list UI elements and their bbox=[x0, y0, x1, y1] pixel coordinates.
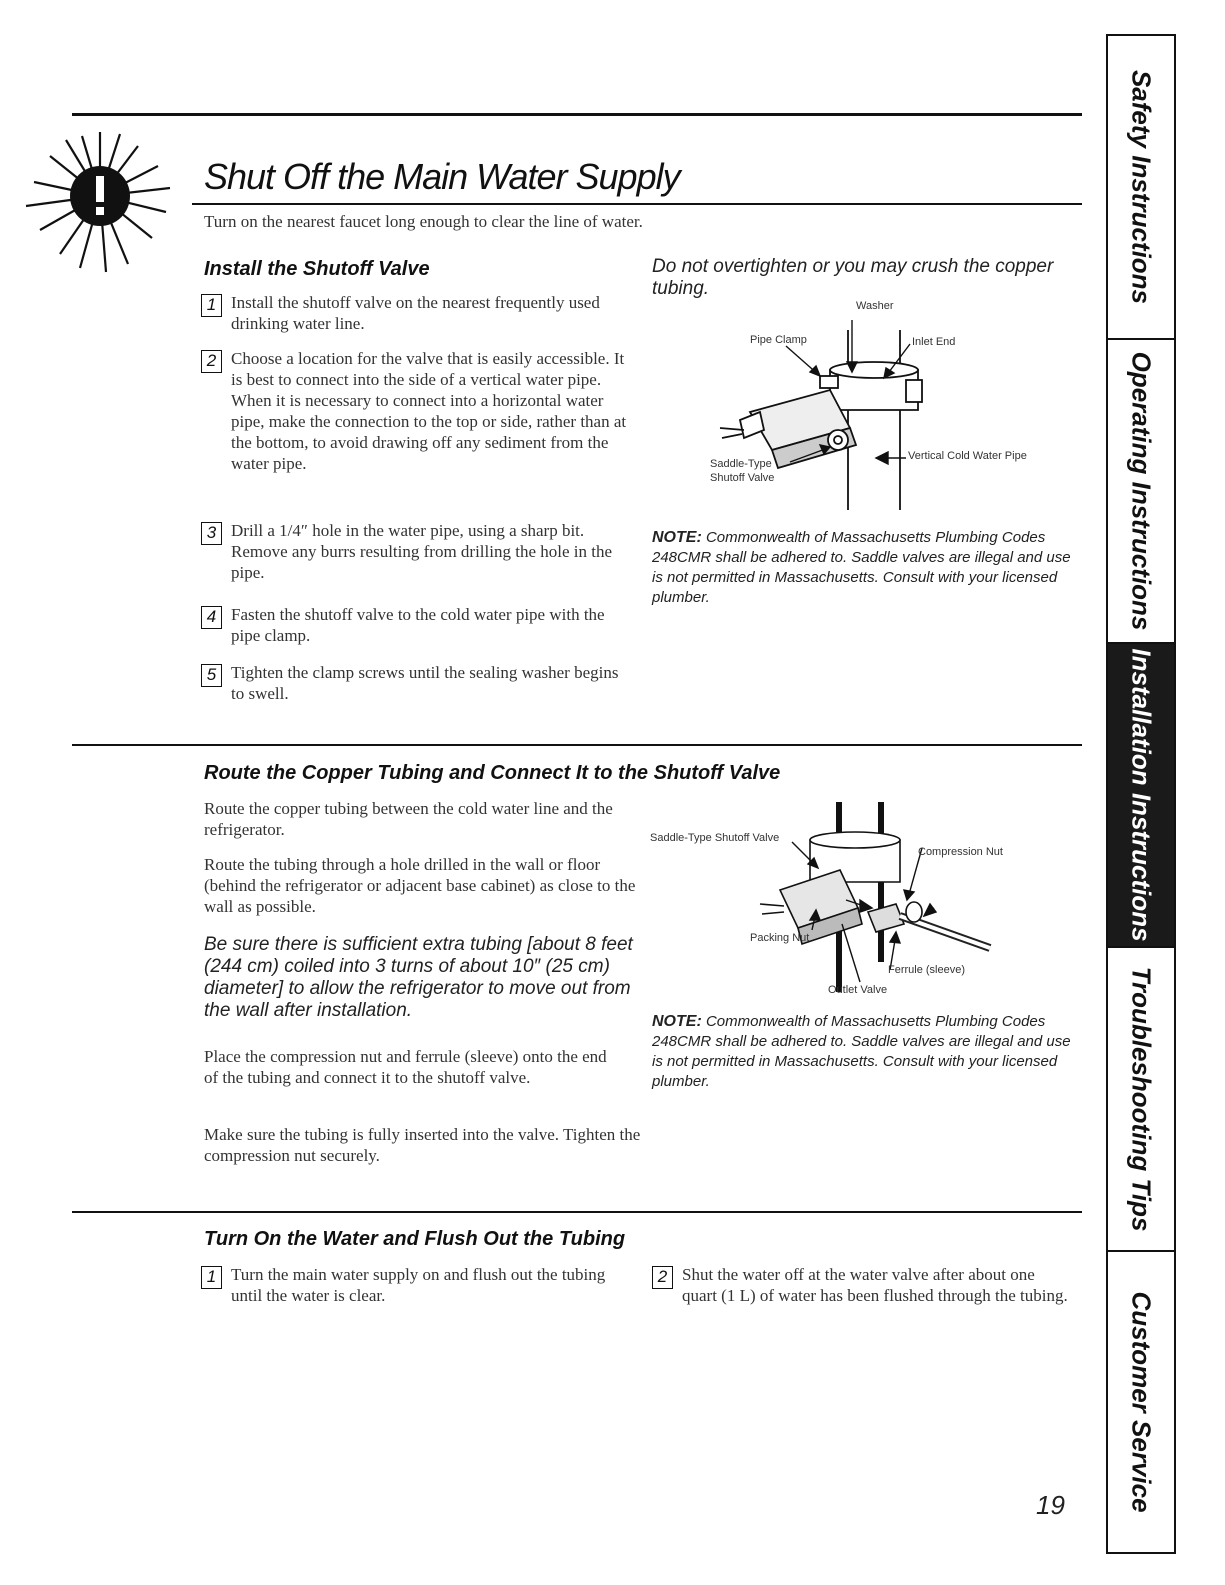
step-text: Drill a 1/4″ hole in the water pipe, using a sharp bit. Remove any burrs resulting from drilling the hole in the pipe. bbox=[231, 521, 613, 582]
label-outlet-valve: Outlet Valve bbox=[828, 984, 888, 996]
label-saddle-type: Saddle-Type bbox=[710, 458, 772, 470]
note-label: NOTE: bbox=[652, 1013, 702, 1030]
step-text: Choose a location for the valve that is easily accessible. It is best to connect into the side of a vertical water pipe. When it is necessary to connect into a horizontal water pipe, make the connection to the top or side, rather than at the bottom, to avoid drawing off any sediment from the water pipe. bbox=[231, 349, 627, 473]
tab-operating-instructions[interactable] bbox=[1106, 338, 1176, 644]
massachusetts-note-2 bbox=[652, 1012, 1082, 1092]
tab-label: Safety Instructions bbox=[1126, 69, 1157, 305]
step-number-box: 2 bbox=[652, 1266, 673, 1289]
install-step-1 bbox=[201, 292, 621, 334]
step-text: Install the shutoff valve on the nearest frequently used drinking water line. bbox=[231, 293, 600, 333]
top-rule bbox=[72, 113, 1082, 116]
note-text: Commonwealth of Massachusetts Plumbing Codes 248CMR shall be adhered to. Saddle valves are illegal and use is not permitted in Massachusetts. Consult with your licensed plumber. bbox=[652, 1013, 1071, 1090]
route-paragraph-3: Place the compression nut and ferrule (sleeve) onto the end of the tubing and connect it to the shutoff valve. bbox=[204, 1047, 607, 1087]
step-number-box: 1 bbox=[201, 1266, 222, 1289]
label-washer: Washer bbox=[856, 300, 894, 312]
intro-text: Turn on the nearest faucet long enough to clear the line of water. bbox=[204, 212, 643, 231]
title-underline bbox=[192, 203, 1082, 205]
step-number-box: 3 bbox=[201, 522, 222, 545]
tab-installation-instructions[interactable] bbox=[1106, 642, 1176, 948]
install-step-3 bbox=[201, 520, 631, 583]
tab-troubleshooting-tips[interactable] bbox=[1106, 946, 1176, 1252]
install-heading: Install the Shutoff Valve bbox=[204, 258, 430, 280]
flush-step-2 bbox=[652, 1264, 1072, 1306]
flush-heading: Turn On the Water and Flush Out the Tubing bbox=[204, 1228, 626, 1250]
note-text: Commonwealth of Massachusetts Plumbing Codes 248CMR shall be adhered to. Saddle valves are illegal and use is not permitted in Massachusetts. Consult with your licensed plumber. bbox=[652, 529, 1071, 606]
label-packing-nut: Packing Nut bbox=[750, 932, 810, 944]
step-number-box: 4 bbox=[201, 606, 222, 629]
label-ferrule: Ferrule (sleeve) bbox=[888, 964, 966, 976]
section-divider-2 bbox=[72, 1211, 1082, 1213]
label-saddle-type-shutoff-valve: Saddle-Type Shutoff Valve bbox=[650, 832, 780, 844]
step-text: Turn the main water supply on and flush out the tubing until the water is clear. bbox=[231, 1265, 606, 1305]
tab-label: Operating Instructions bbox=[1126, 351, 1157, 631]
install-step-2 bbox=[201, 348, 631, 474]
install-step-5 bbox=[201, 662, 631, 704]
route-paragraph-1: Route the copper tubing between the cold water line and the refrigerator. bbox=[204, 799, 613, 839]
label-shutoff-valve: Shutoff Valve bbox=[710, 472, 775, 484]
note-label: NOTE: bbox=[652, 529, 702, 546]
step-text: Fasten the shutoff valve to the cold water pipe with the pipe clamp. bbox=[231, 605, 605, 645]
route-paragraph-2: Route the tubing through a hole drilled in the wall or floor (behind the refrigerator or adjacent base cabinet) as close to the wall as possible. bbox=[204, 855, 636, 916]
step-text: Shut the water off at the water valve after about one quart (1 L) of water has been flushed through the tubing. bbox=[682, 1265, 1068, 1305]
step-number-box: 5 bbox=[201, 664, 222, 687]
route-heading: Route the Copper Tubing and Connect It to the Shutoff Valve bbox=[204, 762, 781, 784]
massachusetts-note-1 bbox=[652, 528, 1082, 608]
extra-tubing-emphasis: Be sure there is sufficient extra tubing [about 8 feet (244 cm) coiled into 3 turns of about 10″ (25 cm) diameter] to allow the refrigerator to move out from the wall after installation. bbox=[204, 934, 633, 1021]
label-inlet-end: Inlet End bbox=[912, 336, 956, 348]
tab-safety-instructions[interactable] bbox=[1106, 34, 1176, 340]
tab-label: Customer Service bbox=[1126, 1291, 1157, 1513]
sidebar-tabs bbox=[1106, 34, 1176, 1554]
label-compression-nut: Compression Nut bbox=[918, 846, 1003, 858]
compression-fitting-diagram bbox=[700, 800, 1020, 1000]
label-pipe-clamp: Pipe Clamp bbox=[750, 334, 807, 346]
tab-label: Troubleshooting Tips bbox=[1126, 966, 1157, 1232]
page-number: 19 bbox=[1036, 1490, 1065, 1520]
page-title: Shut Off the Main Water Supply bbox=[204, 156, 680, 197]
label-vertical-cold-water-pipe: Vertical Cold Water Pipe bbox=[908, 450, 1027, 462]
step-number-box: 2 bbox=[201, 350, 222, 373]
install-step-4 bbox=[201, 604, 631, 646]
step-text: Tighten the clamp screws until the sealing washer begins to swell. bbox=[231, 663, 619, 703]
step-number-box: 1 bbox=[201, 294, 222, 317]
flush-step-1 bbox=[201, 1264, 631, 1306]
route-paragraph-4: Make sure the tubing is fully inserted into the valve. Tighten the compression nut securely. bbox=[204, 1125, 641, 1165]
warning-starburst-icon bbox=[20, 126, 200, 276]
tab-customer-service[interactable] bbox=[1106, 1250, 1176, 1554]
overtighten-caution: Do not overtighten or you may crush the copper tubing. bbox=[652, 256, 1054, 299]
tab-label: Installation Instructions bbox=[1126, 648, 1157, 942]
section-divider-1 bbox=[72, 744, 1082, 746]
